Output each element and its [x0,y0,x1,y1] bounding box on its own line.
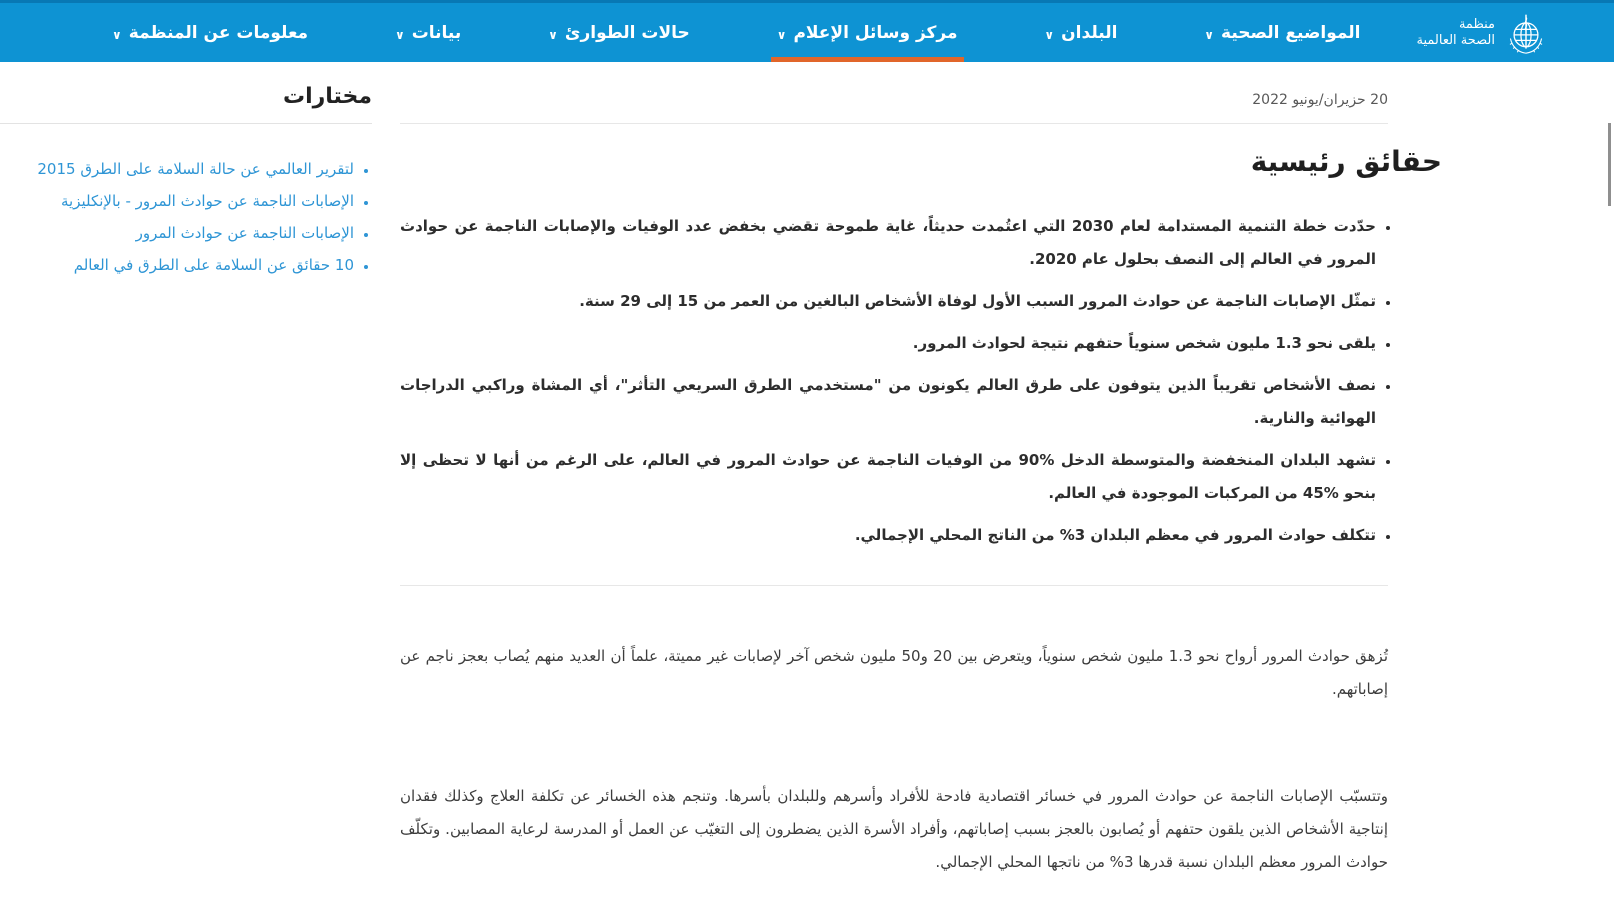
sidebar-link-list [0,154,372,280]
nav-item-data[interactable]: بيانات ∨ [394,22,462,43]
fact-item: • يلقى نحو 1.3 مليون شخص سنوياً حتفهم نتيجة لحوادث المرور. [400,327,1376,360]
list-item [0,154,354,184]
nav-menu [112,3,1360,62]
sidebar-link-road-traffic-injuries-english[interactable]: الإصابات الناجمة عن حوادث المرور - بالإنكليزية [60,192,354,210]
nav-item-health-topics[interactable]: المواضيع الصحية ∨ [1204,22,1361,43]
list-item [0,250,354,280]
fact-item: • نصف الأشخاص تقريباً الذين يتوفون على طرق العالم يكونون من "مستخدمي الطرق السريعي التأثر"، أي المشاة وراكبي الدراجات الهوائية والنارية. [400,369,1376,435]
nav-item-emergencies[interactable]: حالات الطوارئ ∨ [548,22,690,43]
who-emblem-icon [1504,10,1548,56]
sidebar-link-road-safety-report-2015[interactable]: لتقرير العالمي عن حالة السلامة على الطرق 2015 [37,160,354,178]
key-facts-list [400,210,1388,552]
chevron-down-icon: ∨ [112,27,122,42]
who-logo-text: منظمة الصحة العالمية [1416,16,1495,48]
article-date: 20 حزيران/يونيو 2022 [1252,92,1388,108]
chevron-down-icon: ∨ [548,27,558,42]
nav-item-about[interactable]: معلومات عن المنظمة ∨ [112,22,309,43]
article-paragraph: وتتسبّب الإصابات الناجمة عن حوادث المرور في خسائر اقتصادية فادحة للأفراد وأسرهم وللبلدان بأسرها. وتنجم هذه الخسائر عن تكلفة العلاج وكذلك فقدان إنتاجية الأشخاص الذين يلقون حتفهم أو يُصابون بالعجز بسبب إصاباتهم، وأفراد الأسرة الذين يضطرون إلى التغيّب عن العمل أو المدرسة لرعاية المصابين. وتكلّف حوادث المرور معظم البلدان نسبة قدرها 3% من ناتجها المحلي الإجمالي. [400,787,1388,871]
chevron-down-icon: ∨ [394,27,405,42]
list-item [0,218,354,248]
page-title: حقائق رئيسية [1250,145,1442,178]
sidebar-divider [0,123,372,124]
article-paragraph: تُزهق حوادث المرور أرواح نحو 1.3 مليون شخص سنوياً، ويتعرض بين 20 و50 مليون شخص آخر لإصابات غير مميتة، علماً أن العديد منهم يُصاب بعجز ناجم عن إصاباتهم. [400,647,1389,698]
nav-inner [0,3,1614,62]
nav-item-countries[interactable]: البلدان ∨ [1044,22,1118,43]
fact-item: • تمثّل الإصابات الناجمة عن حوادث المرور السبب الأول لوفاة الأشخاص البالغين من العمر من 15 إلى 29 سنة. [400,285,1376,318]
active-tab-underline [771,57,964,62]
chevron-down-icon: ∨ [1044,27,1055,42]
featured-sidebar [0,84,372,282]
chevron-down-icon: ∨ [776,27,787,42]
who-logo[interactable] [1416,10,1614,56]
fact-item: • حدّدت خطة التنمية المستدامة لعام 2030 التي اعتُمدت حديثاً، غاية طموحة تقضي بخفض عدد الوفيات والإصابات الناجمة عن حوادث المرور في العالم إلى النصف بحلول عام 2020. [400,210,1376,276]
article-top-divider [400,123,1388,124]
sidebar-title: مختارات [282,84,372,109]
fact-item: • تتكلف حوادث المرور في معظم البلدان 3% من الناتج المحلي الإجمالي. [400,519,1376,552]
nav-item-media-centre[interactable]: مركز وسائل الإعلام ∨ [777,3,958,62]
top-nav-bar [0,0,1614,62]
fact-item: • تشهد البلدان المنخفضة والمتوسطة الدخل %90 من الوفيات الناجمة عن حوادث المرور في العالم، على الرغم من أنها لا تحظى إلا بنحو %45 من المركبات الموجودة في العالم. [400,444,1376,510]
sidebar-link-10-road-safety-facts[interactable]: 10 حقائق عن السلامة على الطرق في العالم [73,256,354,274]
scrollbar-thumb[interactable] [1608,123,1611,206]
article-main [400,84,1442,879]
sidebar-link-road-traffic-injuries[interactable]: الإصابات الناجمة عن حوادث المرور [135,224,354,242]
article-mid-divider [400,585,1388,586]
chevron-down-icon: ∨ [1204,27,1215,42]
list-item [0,186,354,216]
